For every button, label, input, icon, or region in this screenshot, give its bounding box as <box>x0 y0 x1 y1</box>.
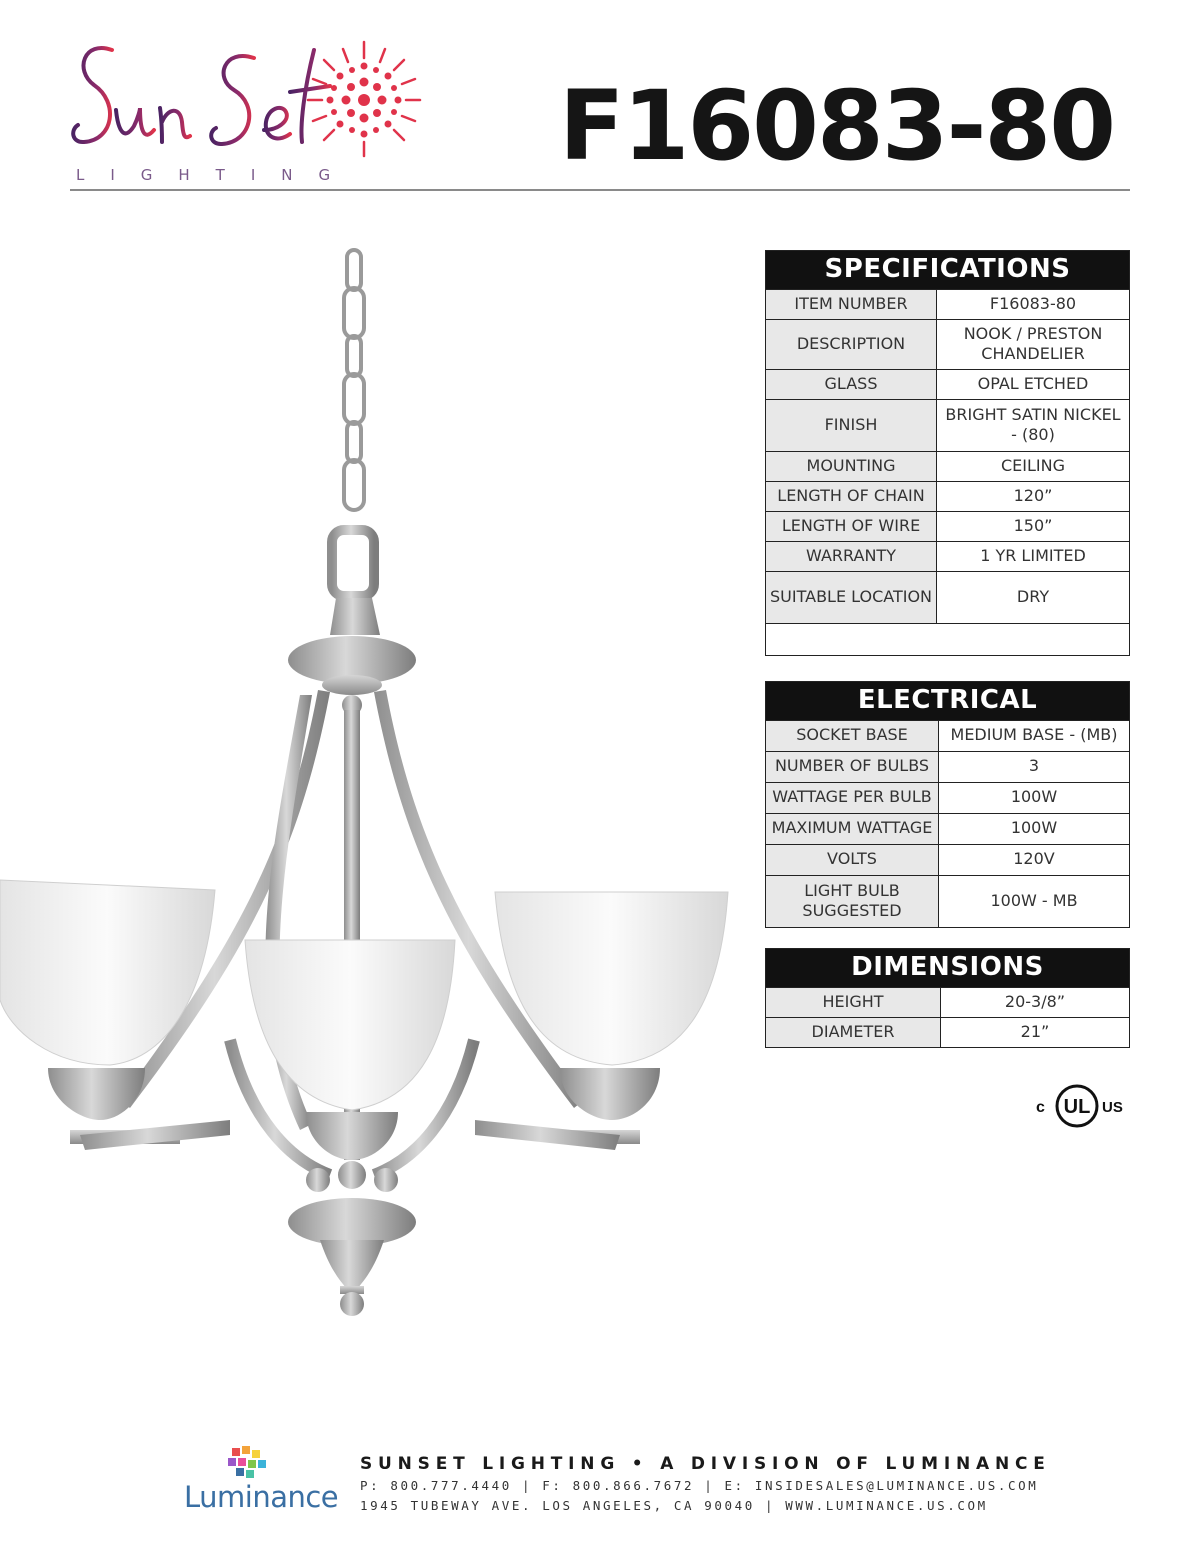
electrical-value: MEDIUM BASE - (MB) <box>939 720 1130 751</box>
electrical-value: 100W - MB <box>939 875 1130 927</box>
spec-value: CEILING <box>937 451 1130 481</box>
spec-label: MOUNTING <box>766 451 937 481</box>
ul-us-text: US <box>1102 1099 1123 1116</box>
spec-value: OPAL ETCHED <box>937 369 1130 399</box>
dimension-value: 20-3/8” <box>941 987 1130 1017</box>
electrical-value: 100W <box>939 782 1130 813</box>
brand-subtitle: LIGHTING <box>76 166 357 184</box>
spec-value: 120” <box>937 481 1130 511</box>
spec-label: LENGTH OF WIRE <box>766 511 937 541</box>
footer-address-line: 1945 TUBEWAY AVE. LOS ANGELES, CA 90040 | WWW.LUMINANCE.US.COM <box>360 1498 988 1513</box>
footer-contact-line: P: 800.777.4440 | F: 800.866.7672 | E: INSIDESALES@LUMINANCE.US.COM <box>360 1478 1039 1493</box>
specifications-heading: SPECIFICATIONS <box>766 251 1130 290</box>
footer-title: SUNSET LIGHTING • A DIVISION OF LUMINANCE <box>360 1454 1051 1474</box>
specifications-table <box>765 250 1130 656</box>
ul-certification-icon <box>1034 1080 1134 1130</box>
chandelier-image <box>0 240 740 1320</box>
ul-mark-text: UL <box>1063 1096 1091 1118</box>
electrical-heading: ELECTRICAL <box>766 682 1130 721</box>
dimension-label: HEIGHT <box>766 987 941 1017</box>
spec-label: LENGTH OF CHAIN <box>766 481 937 511</box>
ul-c-text: c <box>1036 1099 1045 1116</box>
dimension-label: DIAMETER <box>766 1017 941 1047</box>
spec-empty-row <box>766 623 1130 655</box>
spec-value: 1 YR LIMITED <box>937 541 1130 571</box>
spec-value: F16083-80 <box>937 289 1130 319</box>
electrical-label: WATTAGE PER BULB <box>766 782 939 813</box>
electrical-label: MAXIMUM WATTAGE <box>766 813 939 844</box>
electrical-label: VOLTS <box>766 844 939 875</box>
spec-value: BRIGHT SATIN NICKEL - (80) <box>937 399 1130 451</box>
electrical-value: 120V <box>939 844 1130 875</box>
spec-value: 150” <box>937 511 1130 541</box>
dimension-value: 21” <box>941 1017 1130 1047</box>
header-divider <box>70 189 1130 191</box>
chandelier-illustration <box>0 240 740 1320</box>
spec-value: NOOK / PRESTON CHANDELIER <box>937 319 1130 369</box>
spec-label: WARRANTY <box>766 541 937 571</box>
electrical-label: NUMBER OF BULBS <box>766 751 939 782</box>
electrical-label: LIGHT BULB SUGGESTED <box>766 875 939 927</box>
electrical-label: SOCKET BASE <box>766 720 939 751</box>
electrical-value: 100W <box>939 813 1130 844</box>
spec-label: DESCRIPTION <box>766 319 937 369</box>
luminance-logo-text: Luminance <box>184 1480 339 1514</box>
dimensions-table <box>765 948 1130 1048</box>
dimensions-heading: DIMENSIONS <box>766 949 1130 988</box>
spec-label: GLASS <box>766 369 937 399</box>
electrical-table <box>765 681 1130 928</box>
spec-value: DRY <box>937 571 1130 623</box>
spec-label: SUITABLE LOCATION <box>766 571 937 623</box>
spec-label: FINISH <box>766 399 937 451</box>
electrical-value: 3 <box>939 751 1130 782</box>
model-number-title: F16083-80 <box>559 70 1114 182</box>
spec-label: ITEM NUMBER <box>766 289 937 319</box>
